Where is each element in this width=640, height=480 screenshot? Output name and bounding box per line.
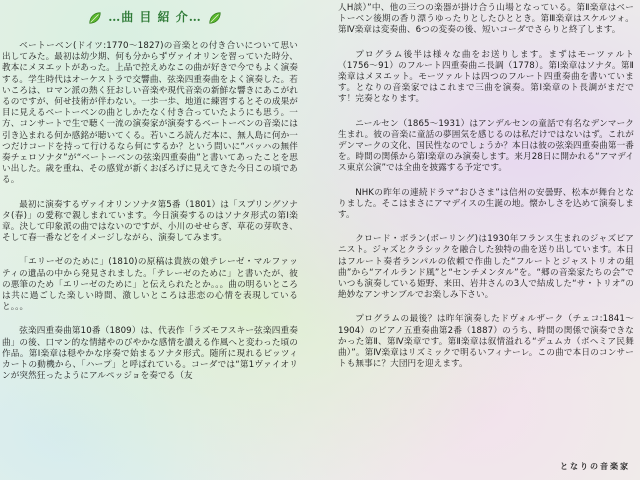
page-title: …曲 目 紹 介… xyxy=(108,10,202,25)
paragraph: プログラム後半は様々な曲をお送りします。まずはモーツァルト（1756～91）のフルート四重奏曲ニ長調（1778）。第Ⅰ楽章はソナタ。第Ⅱ楽章はメヌエット。モーツァルトは四つのフルート四重奏曲を書いています。となりの音楽家ではこれまで三曲を演奏。第Ⅰ楽章のト長調がまだです！完奏となります。 xyxy=(338,49,634,105)
paragraph: クロード・ボラン(ボーリング)は1930年フランス生まれのジャズピアニスト。ジャズとクラシックを融合した独特の曲を送り出しています。本日はフルート奏者ランパルの依頼で作曲した“フルートとジャストリオの組曲”から“アイルランド風”と“センチメンタル”を。“郷の音楽家たちの会”でいつも演奏している姫野、来田、岩井さんの3人で結成した“サ・トリオ”の絶妙なアンサンブルでお楽しみ下さい。 xyxy=(338,234,634,301)
program-heading xyxy=(70,7,240,29)
leaf-icon xyxy=(208,11,222,25)
paragraph: プログラムの最後？は昨年演奏したドヴォルザーク（チェコ:1841～1904）のピアノ五重奏曲第2番（1887）のうち、時間の関係で演奏できなかった第Ⅱ、第Ⅳ楽章です。第Ⅱ楽章は叙情溢れる“デュムカ（ボヘミア民舞曲）”。第Ⅳ楽章はリズミックで明るいフィナーレ。この曲で本日のコンサートも無事に？大団円を迎えます。 xyxy=(338,314,634,370)
paragraph: ニールセン（1865～1931）はアンデルセンの童話で有名なデンマーク生まれ。彼の音楽に童話の夢囲気を感じるのは私だけではないはず。これがデンマークの文化、国民性なのでしょうか？本日は彼の弦楽四重奏曲第一番を。時間の関係から第Ⅰ楽章のみ演奏します。来月28日に開かれる“アマデイス東京公演”では全曲を披露する予定です。 xyxy=(338,118,634,174)
paragraph: 「エリーゼのために」(1810)の原稿は貴族の娘テレーゼ・マルファッティの遺品の中から発見されました。「テレーゼのために」と書いたが、彼の悪筆のため「エリーゼのために」と伝えられたとか。。。曲の明るいところは共に過ごした楽しい時間、激しいところは悲恋の心情を表現していると。。。 xyxy=(2,257,298,313)
paragraph: 弦楽四重奏曲第10番（1809）は、代表作「ラズモフスキー弦楽四重奏曲」の後、口マン的な情緒やのびやかな感情を讃える作風へと変わった頃の作品。第Ⅰ楽章は穏やかな序奏で始まるソナタ形式。随所に現れるピッツィカートの動機から、「ハープ」と呼ばれている。コーダでは“第1ヴァイオリンが突然狂ったようにアルペッジョを奏でる（友 xyxy=(2,326,298,382)
leaf-icon xyxy=(88,11,102,25)
paragraph: NHKの昨年の連続ドラマ“おひさま”は信州の安曇野、松本が舞台となりました。そこはまさにアマデイスの生誕の地。懐かしさを込めて演奏します。 xyxy=(338,187,634,221)
left-paragraphs xyxy=(2,41,298,395)
left-column xyxy=(0,0,300,480)
right-column xyxy=(338,0,634,480)
right-paragraphs xyxy=(338,3,634,383)
paragraph: 最初に演奏するヴァイオリンソナタ第5番（1801）は「スプリングソナタ(春)」の愛称で親しまれています。今日演奏するのはソナタ形式の第Ⅰ楽章。決して印象派の曲ではないのですが、小川のせせらぎ、草花の芽吹き、そして春一番などをイメージしながら、演奏してみます。 xyxy=(2,199,298,244)
paragraph: ベートーベン(ドイツ:1770～1827)の音楽との付き合いについて思い出してみた。最初は幼少期、何も分からずヴァイオリンを習っていた時分、教本にメヌエットがあった。上品で控えめなこの曲が好きで今でもよく演奏する。学生時代はオーケストラで交響曲、弦楽四重奏曲をよく演奏した。若いころは、ロマン派の熱く狂おしい音楽や現代音楽の新鮮な響きにあこがれるのですが、何せ技術が伴わない。一歩一歩、地道に練習するとその成果が目に見えるベートーベンの曲としかたなく付き合っていたようにも思う。一方、コンサートで生で聴く一流の演奏家が演奏するベートーベンの音楽には引き込まれる何か感銘が聴いてくる。若いころ読んだ本に、無人島に何か一つだけコードを持って行けるなら何にするか？という問いに“バッハの無伴奏チェロソナタ”が“ベートーベンの弦楽四重奏曲”と書いてあったことを思い出した。歳を重ね、その感覚が新くおぼろげに見えてきた今日この頃である。 xyxy=(2,41,298,186)
signature: となりの音楽家 xyxy=(560,461,630,471)
paragraph: 人H談）”中、他の三つの楽器が掛け合う山場となっている。第Ⅱ楽章はベートーベン後期の香り漂うゆったりとしたひととき。第Ⅲ楽章はスケルツォ。第Ⅳ楽章は変奏曲、6つの変奏の後、短いコーダでさらりと終了します。 xyxy=(338,3,634,36)
